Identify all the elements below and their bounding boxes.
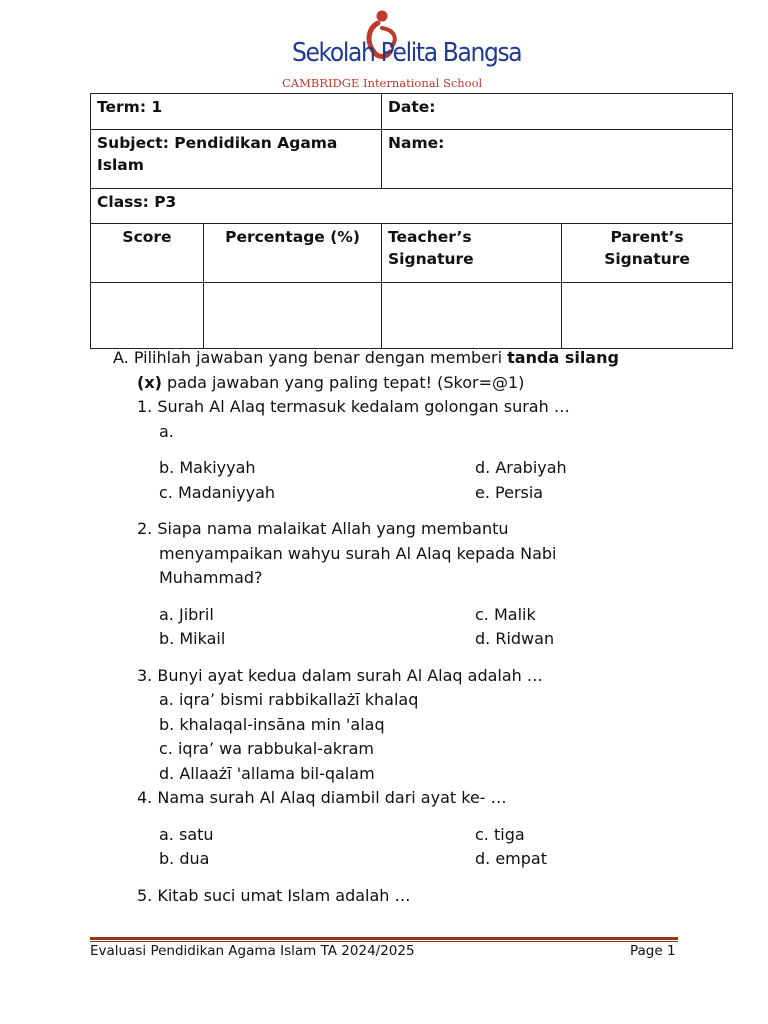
q2-option-b[interactable]: b. Mikail (159, 629, 226, 648)
q1-option-b[interactable]: b. Makiyyah (159, 458, 256, 477)
footer-title: Evaluasi Pendidikan Agama Islam TA 2024/2025 (90, 943, 415, 959)
score-value-cell[interactable] (91, 283, 204, 349)
q1-option-c[interactable]: c. Madaniyyah (159, 482, 276, 502)
subject-cell: Subject: Pendidikan Agama Islam (91, 130, 382, 189)
section-instruction-cont: (x) pada jawaban yang paling tepat! (Skor=@1) (137, 372, 525, 392)
question-4: 4. Nama surah Al Alaq diambil dari ayat ke- … (137, 788, 507, 807)
parent-signature-cell[interactable] (562, 283, 733, 349)
q1-option-d[interactable]: d. Arabiyah (475, 458, 567, 477)
question-5: 5. Kitab suci umat Islam adalah … (137, 885, 411, 905)
school-logo (282, 8, 522, 92)
question-2-cont-1: menyampaikan wahyu surah Al Alaq kepada Nabi (159, 543, 557, 563)
question-3: 3. Bunyi ayat kedua dalam surah Al Alaq adalah … (137, 665, 543, 685)
logo-subtitle: CAMBRIDGE International School (282, 76, 483, 90)
teacher-signature-header: Teacher’s Signature (382, 224, 562, 283)
percentage-value-cell[interactable] (204, 283, 382, 349)
logo-wordmark: Sekolah Pelita Bangsa (292, 38, 522, 68)
q1-option-e[interactable]: e. Persia (475, 482, 544, 502)
question-section (113, 346, 713, 908)
section-instruction: A. Pilihlah jawaban yang benar dengan memberi tanda silang (113, 348, 619, 367)
q4-option-b[interactable]: b. dua (159, 849, 210, 868)
question-2: 2. Siapa nama malaikat Allah yang membantu (137, 519, 509, 538)
question-2-cont-2: Muhammad? (159, 568, 263, 587)
name-cell[interactable]: Name: (382, 130, 733, 189)
q4-option-a[interactable]: a. satu (159, 824, 214, 844)
q3-option-d[interactable]: d. Allaażī 'allama bil-qalam (159, 763, 375, 783)
footer-rule (90, 937, 678, 940)
date-cell[interactable]: Date: (382, 94, 733, 130)
term-cell: Term: 1 (91, 94, 382, 130)
percentage-header: Percentage (%) (204, 224, 382, 283)
q1-option-a[interactable]: a. (159, 421, 174, 441)
q3-option-c[interactable]: c. iqra’ wa rabbukal-akram (159, 739, 374, 758)
q2-option-d[interactable]: d. Ridwan (475, 629, 555, 648)
q4-option-d[interactable]: d. empat (475, 849, 547, 868)
class-cell: Class: P3 (91, 189, 733, 224)
q2-option-c[interactable]: c. Malik (475, 604, 536, 624)
q4-option-c[interactable]: c. tiga (475, 824, 525, 844)
student-info-table (90, 93, 733, 349)
question-1: 1. Surah Al Alaq termasuk kedalam golongan surah … (137, 397, 570, 416)
q3-option-a[interactable]: a. iqra’ bismi rabbikallażī khalaq (159, 690, 419, 709)
score-header: Score (91, 224, 204, 283)
teacher-signature-cell[interactable] (382, 283, 562, 349)
q2-option-a[interactable]: a. Jibril (159, 604, 214, 624)
page-number: Page 1 (630, 943, 676, 959)
q3-option-b[interactable]: b. khalaqal-insāna min 'alaq (159, 714, 385, 734)
footer-rule-thin (90, 941, 678, 942)
parent-signature-header: Parent’s Signature (562, 224, 733, 283)
